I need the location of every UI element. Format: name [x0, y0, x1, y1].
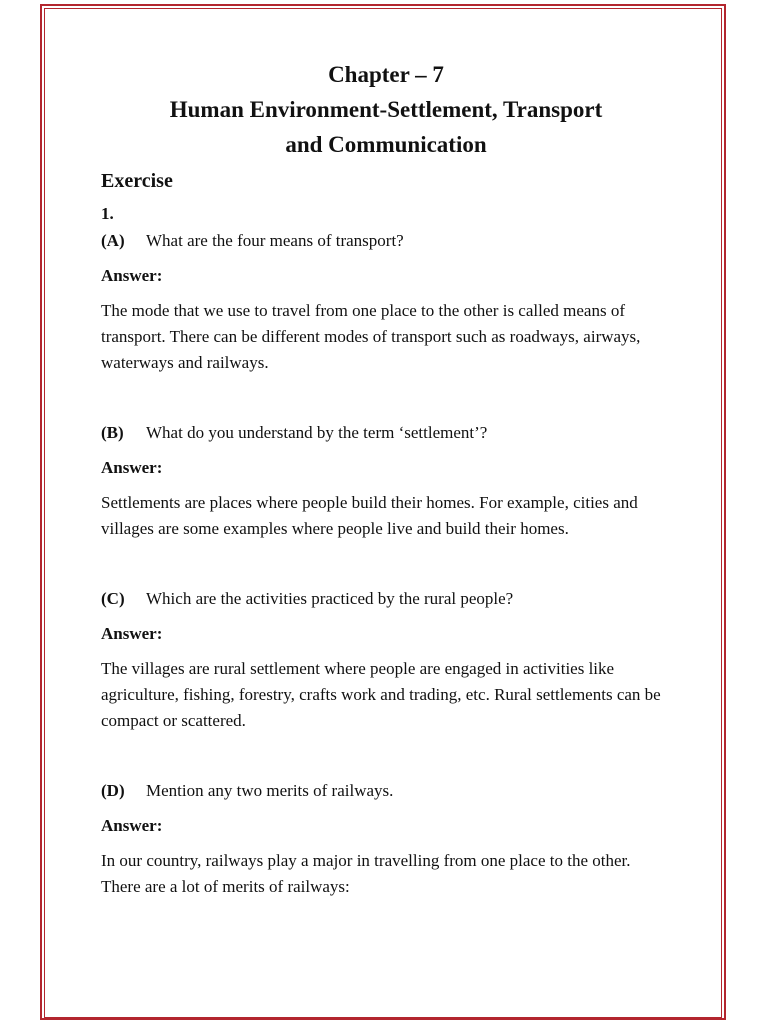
- qa-block-d: [101, 778, 671, 900]
- question-text: What are the four means of transport?: [146, 231, 404, 250]
- question-label: (A): [101, 231, 125, 250]
- question-label: (B): [101, 423, 124, 442]
- answer-text: Settlements are places where people build their homes. For example, cities and villages are some examples where people live and build their homes.: [101, 493, 638, 538]
- question-text: Which are the activities practiced by the rural people?: [146, 589, 514, 608]
- qa-block-b: [101, 420, 671, 542]
- qa-block-c: [101, 586, 671, 734]
- question-d: [101, 778, 671, 804]
- answer-label: Answer:: [101, 266, 163, 285]
- question-b: [101, 420, 671, 446]
- answer-label: Answer:: [101, 624, 163, 643]
- answer-text: The mode that we use to travel from one place to the other is called means of transport. There can be different modes of transport such as roadways, airways, waterways and railways.: [101, 301, 641, 372]
- page-content: [101, 58, 671, 900]
- exercise-heading: Exercise: [101, 170, 173, 192]
- answer-label: Answer:: [101, 458, 163, 477]
- chapter-subtitle-line-2: and Communication: [285, 132, 487, 157]
- answer-text: In our country, railways play a major in travelling from one place to the other. There are a lot of merits of railways:: [101, 851, 631, 896]
- question-label: (D): [101, 781, 125, 800]
- question-a: [101, 228, 671, 254]
- question-number: 1.: [101, 204, 114, 223]
- question-text: Mention any two merits of railways.: [146, 781, 394, 800]
- qa-block-a: [101, 228, 671, 376]
- question-c: [101, 586, 671, 612]
- question-text: What do you understand by the term ‘settlement’?: [146, 423, 488, 442]
- answer-label: Answer:: [101, 816, 163, 835]
- chapter-subtitle: [101, 92, 671, 162]
- chapter-title: Chapter – 7: [328, 62, 444, 87]
- chapter-subtitle-line-1: Human Environment-Settlement, Transport: [169, 97, 603, 122]
- answer-text: The villages are rural settlement where people are engaged in activities like agriculture, fishing, forestry, crafts work and trading, etc. Rural settlements can be compact or scattered.: [101, 659, 661, 730]
- question-label: (C): [101, 589, 125, 608]
